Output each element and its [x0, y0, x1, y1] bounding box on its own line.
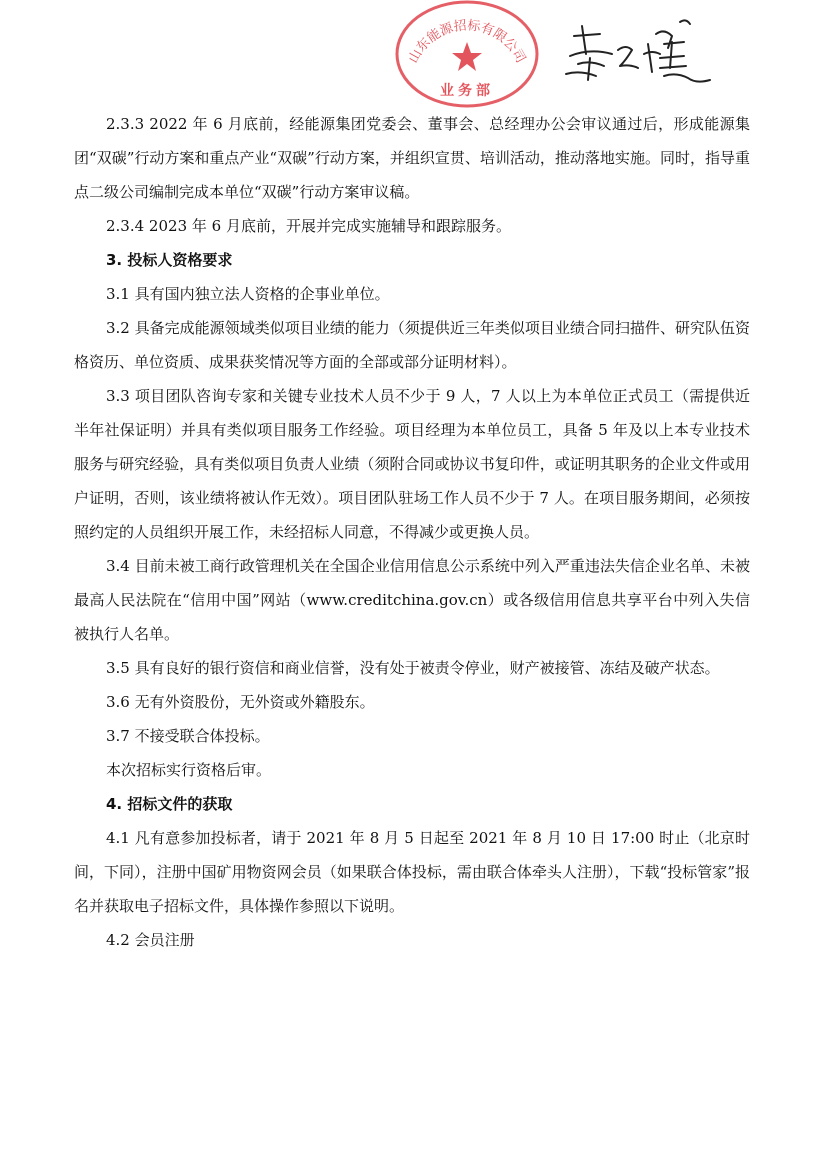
seal-org-name: 山东能源招标有限公司	[406, 18, 528, 66]
document-body	[74, 107, 750, 957]
paragraph-3-2: 3.2 具备完成能源领域类似项目业绩的能力（须提供近三年类似项目业绩合同扫描件、研究队伍资格资历、单位资质、成果获奖情况等方面的全部或部分证明材料）。	[74, 319, 750, 371]
paragraph-4-2: 4.2 会员注册	[106, 931, 195, 949]
company-seal	[392, 0, 542, 108]
paragraph-3-7: 3.7 不接受联合体投标。	[106, 727, 270, 745]
paragraph-2-3-4: 2.3.4 2023 年 6 月底前，开展并完成实施辅导和跟踪服务。	[106, 217, 511, 235]
paragraph-3-5: 3.5 具有良好的银行资信和商业信誉，没有处于被责令停业，财产被接管、冻结及破产状态。	[106, 659, 720, 677]
section-heading-qualifications: 3. 投标人资格要求	[106, 251, 233, 269]
paragraph-4-1: 4.1 凡有意参加投标者，请于 2021 年 8 月 5 日起至 2021 年 8 月 10 日 17:00 时止（北京时间，下同），注册中国矿用物资网会员（如果联合体投标，需由联合体牵头人注册），下载“投标管家”报名并获取电子招标文件，具体操作参照以下说明。	[74, 829, 750, 915]
seal-department: 业务部	[440, 83, 494, 99]
paragraph-2-3-3: 2.3.3 2022 年 6 月底前，经能源集团党委会、董事会、总经理办公会审议通过后，形成能源集团“双碳”行动方案和重点产业“双碳”行动方案，并组织宣贯、培训活动，推动落地实施。同时，指导重点二级公司编制完成本单位“双碳”行动方案审议稿。	[74, 115, 750, 201]
section-heading-obtain-documents: 4. 招标文件的获取	[106, 795, 233, 813]
seal-star-icon	[452, 42, 482, 71]
paragraph-3-4: 3.4 目前未被工商行政管理机关在全国企业信用信息公示系统中列入严重违法失信企业名单、未被最高人民法院在“信用中国”网站（www.creditchina.gov.cn）或各级信用信息共享平台中列入失信被执行人名单。	[74, 557, 750, 643]
handwritten-signature	[560, 14, 720, 104]
paragraph-3-6: 3.6 无有外资股份，无外资或外籍股东。	[106, 693, 375, 711]
paragraph-post-review: 本次招标实行资格后审。	[106, 761, 272, 779]
paragraph-3-1: 3.1 具有国内独立法人资格的企事业单位。	[106, 285, 390, 303]
paragraph-3-3: 3.3 项目团队咨询专家和关键专业技术人员不少于 9 人，7 人以上为本单位正式员工（需提供近半年社保证明）并具有类似项目服务工作经验。项目经理为本单位员工，具备 5 年及以上本专业技术服务与研究经验，具有类似项目负责人业绩（须附合同或协议书复印件，或证明其职务的企业文件或用户证明，否则，该业绩将被认作无效）。项目团队驻场工作人员不少于 7 人。在项目服务期间，必须按照约定的人员组织开展工作，未经招标人同意，不得减少或更换人员。	[74, 387, 750, 541]
